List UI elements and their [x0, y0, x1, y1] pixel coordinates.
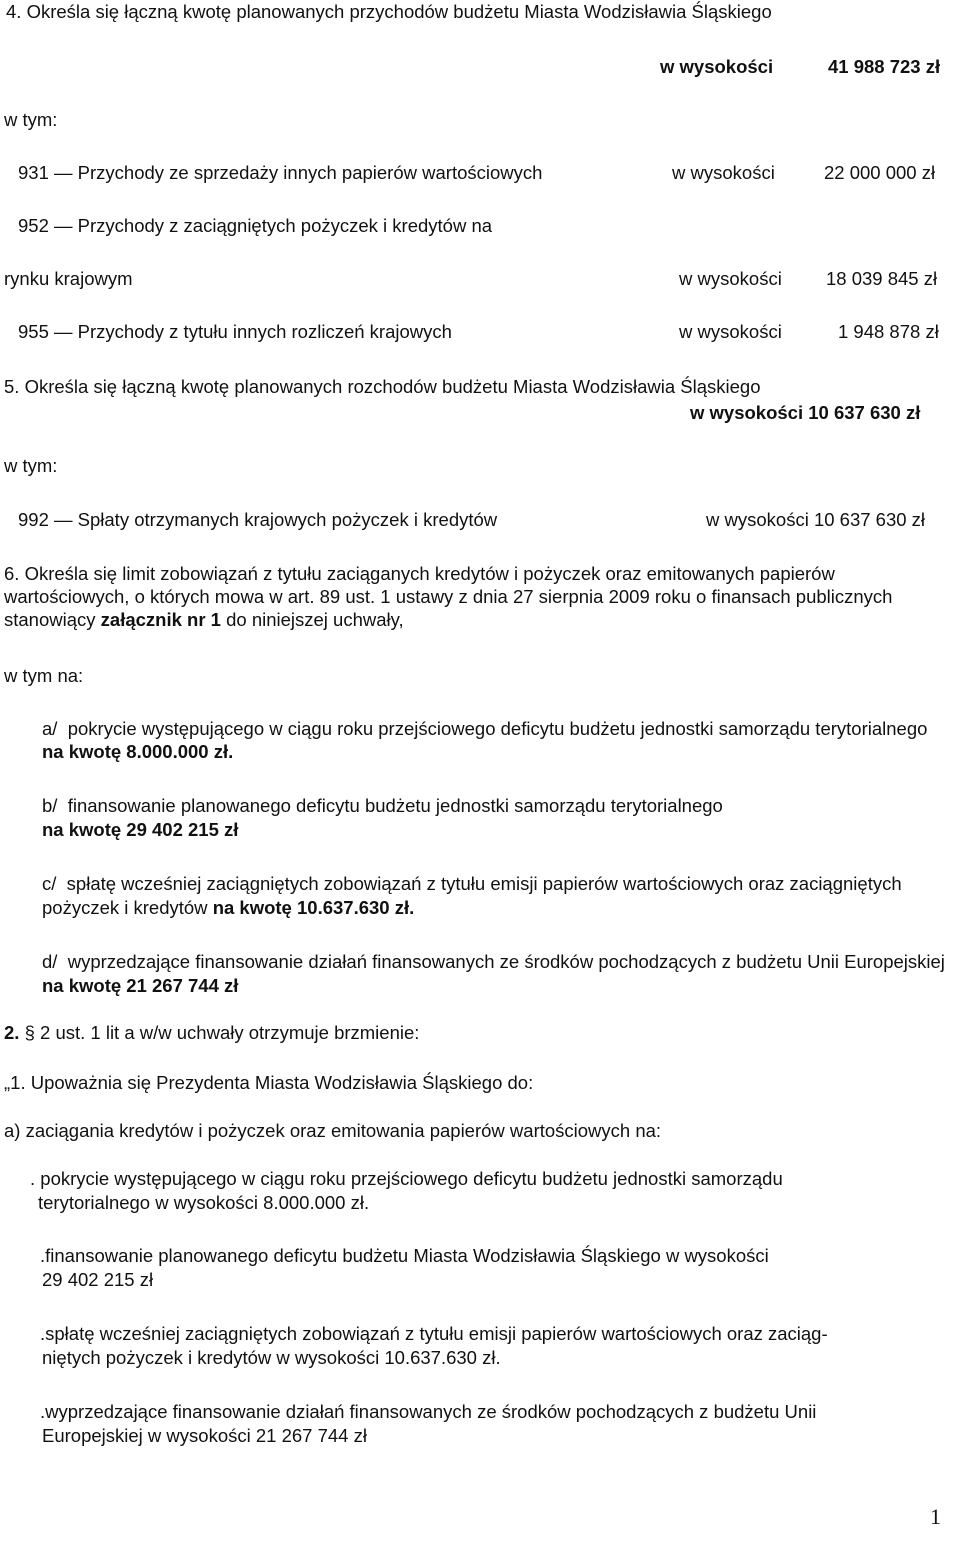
item-931-label: w wysokości [672, 162, 775, 183]
sec4-heading: 4. Określa się łączną kwotę planowanych przychodów budżetu Miasta Wodzisławia Śląskiego [6, 1, 772, 22]
par2-item-4-line1: .wyprzedzające finansowanie działań finansowanych ze środków pochodzących z budżetu Unii [40, 1401, 817, 1422]
sec4-total-label: w wysokości [660, 56, 774, 77]
par2-quote: „1. Upoważnia się Prezydenta Miasta Wodzisławia Śląskiego do: [4, 1072, 534, 1093]
par2-item-2-line2: 29 402 215 zł [42, 1269, 154, 1290]
sec5-heading: 5. Określa się łączną kwotę planowanych rozchodów budżetu Miasta Wodzisławia Śląskiego [4, 376, 761, 397]
item-931: 931 — Przychody ze sprzedaży innych papierów wartościowych [18, 162, 543, 183]
item-992-amount: w wysokości 10 637 630 zł [706, 509, 926, 530]
item-desc: Przychody ze sprzedaży innych papierów wartościowych [77, 162, 543, 183]
par2-item-2-line1: .finansowanie planowanego deficytu budżetu Miasta Wodzisławia Śląskiego w wysokości [40, 1245, 769, 1266]
sec6-item-a: a/ pokrycie występującego w ciągu roku przejściowego deficytu budżetu jednostki samorządu terytorialnego na kwotę 8.000.000 zł. [42, 718, 928, 762]
item-952-desc-cont: rynku krajowym [4, 268, 133, 289]
item-931-amount: 22 000 000 zł [824, 162, 936, 183]
item-code: 992 [18, 509, 49, 530]
sec6-paragraph: 6. Określa się limit zobowiązań z tytułu zaciąganych kredytów i pożyczek oraz emitowanych papierów wartościowych, o których mowa w art. 89 ust. 1 ustawy z dnia 27 sierpnia 2009 roku o finansach publicznych stanowiący załącznik nr 1 do niniejszej uchwały, [4, 563, 893, 630]
item-992: 992 — Spłaty otrzymanych krajowych pożyczek i kredytów [18, 509, 498, 530]
item-desc: Przychody z zaciągniętych pożyczek i kredytów na [77, 215, 493, 236]
par2-item-1-line1: . pokrycie występującego w ciągu roku przejściowego deficytu budżetu jednostki samorządu [30, 1168, 783, 1189]
item-desc: Przychody z tytułu innych rozliczeń krajowych [77, 321, 452, 342]
par2-item-1-line2: terytorialnego w wysokości 8.000.000 zł. [38, 1192, 370, 1213]
item-code: 931 [18, 162, 49, 183]
sec6-item-b: b/ finansowanie planowanego deficytu budżetu jednostki samorządu terytorialnego na kwotę 29 402 215 zł [42, 795, 723, 840]
sec5-total: w wysokości 10 637 630 zł [690, 402, 921, 423]
item-955: 955 — Przychody z tytułu innych rozliczeń krajowych [18, 321, 452, 342]
par2-subhead: a) zaciągania kredytów i pożyczek oraz emitowania papierów wartościowych na: [4, 1120, 662, 1141]
sec6-wtymna: w tym na: [4, 665, 84, 686]
item-code: 952 [18, 215, 49, 236]
par2-item-3-line1: .spłatę wcześniej zaciągniętych zobowiązań z tytułu emisji papierów wartościowych oraz zaciąg- [40, 1323, 828, 1344]
sec4-wtym: w tym: [4, 109, 58, 130]
par2-item-3-line2: niętych pożyczek i kredytów w wysokości 10.637.630 zł. [42, 1347, 501, 1368]
par2-line: 2. § 2 ust. 1 lit a w/w uchwały otrzymuje brzmienie: [4, 1022, 420, 1043]
sec5-wtym: w tym: [4, 455, 58, 476]
item-955-amount: 1 948 878 zł [838, 321, 939, 342]
item-code: 955 [18, 321, 49, 342]
page-number: 1 [930, 1504, 941, 1529]
par2-item-4-line2: Europejskiej w wysokości 21 267 744 zł [42, 1425, 367, 1446]
sec6-item-d: d/ wyprzedzające finansowanie działań finansowanych ze środków pochodzących z budżetu Unii Europejskiej na kwotę 21 267 744 zł [42, 951, 945, 996]
item-952: 952 — Przychody z zaciągniętych pożyczek i kredytów na [18, 215, 493, 236]
section-sign: § [24, 1022, 35, 1043]
item-desc: Spłaty otrzymanych krajowych pożyczek i kredytów [77, 509, 498, 530]
sec6-item-c: c/ spłatę wcześniej zaciągniętych zobowiązań z tytułu emisji papierów wartościowych oraz zaciągniętych pożyczek i kredytów na kwotę 10.637.630 zł. [42, 873, 902, 918]
item-952-label: w wysokości [679, 268, 782, 289]
sec4-total-amount: 41 988 723 zł [828, 56, 941, 77]
item-955-label: w wysokości [679, 321, 782, 342]
item-952-amount: 18 039 845 zł [826, 268, 938, 289]
